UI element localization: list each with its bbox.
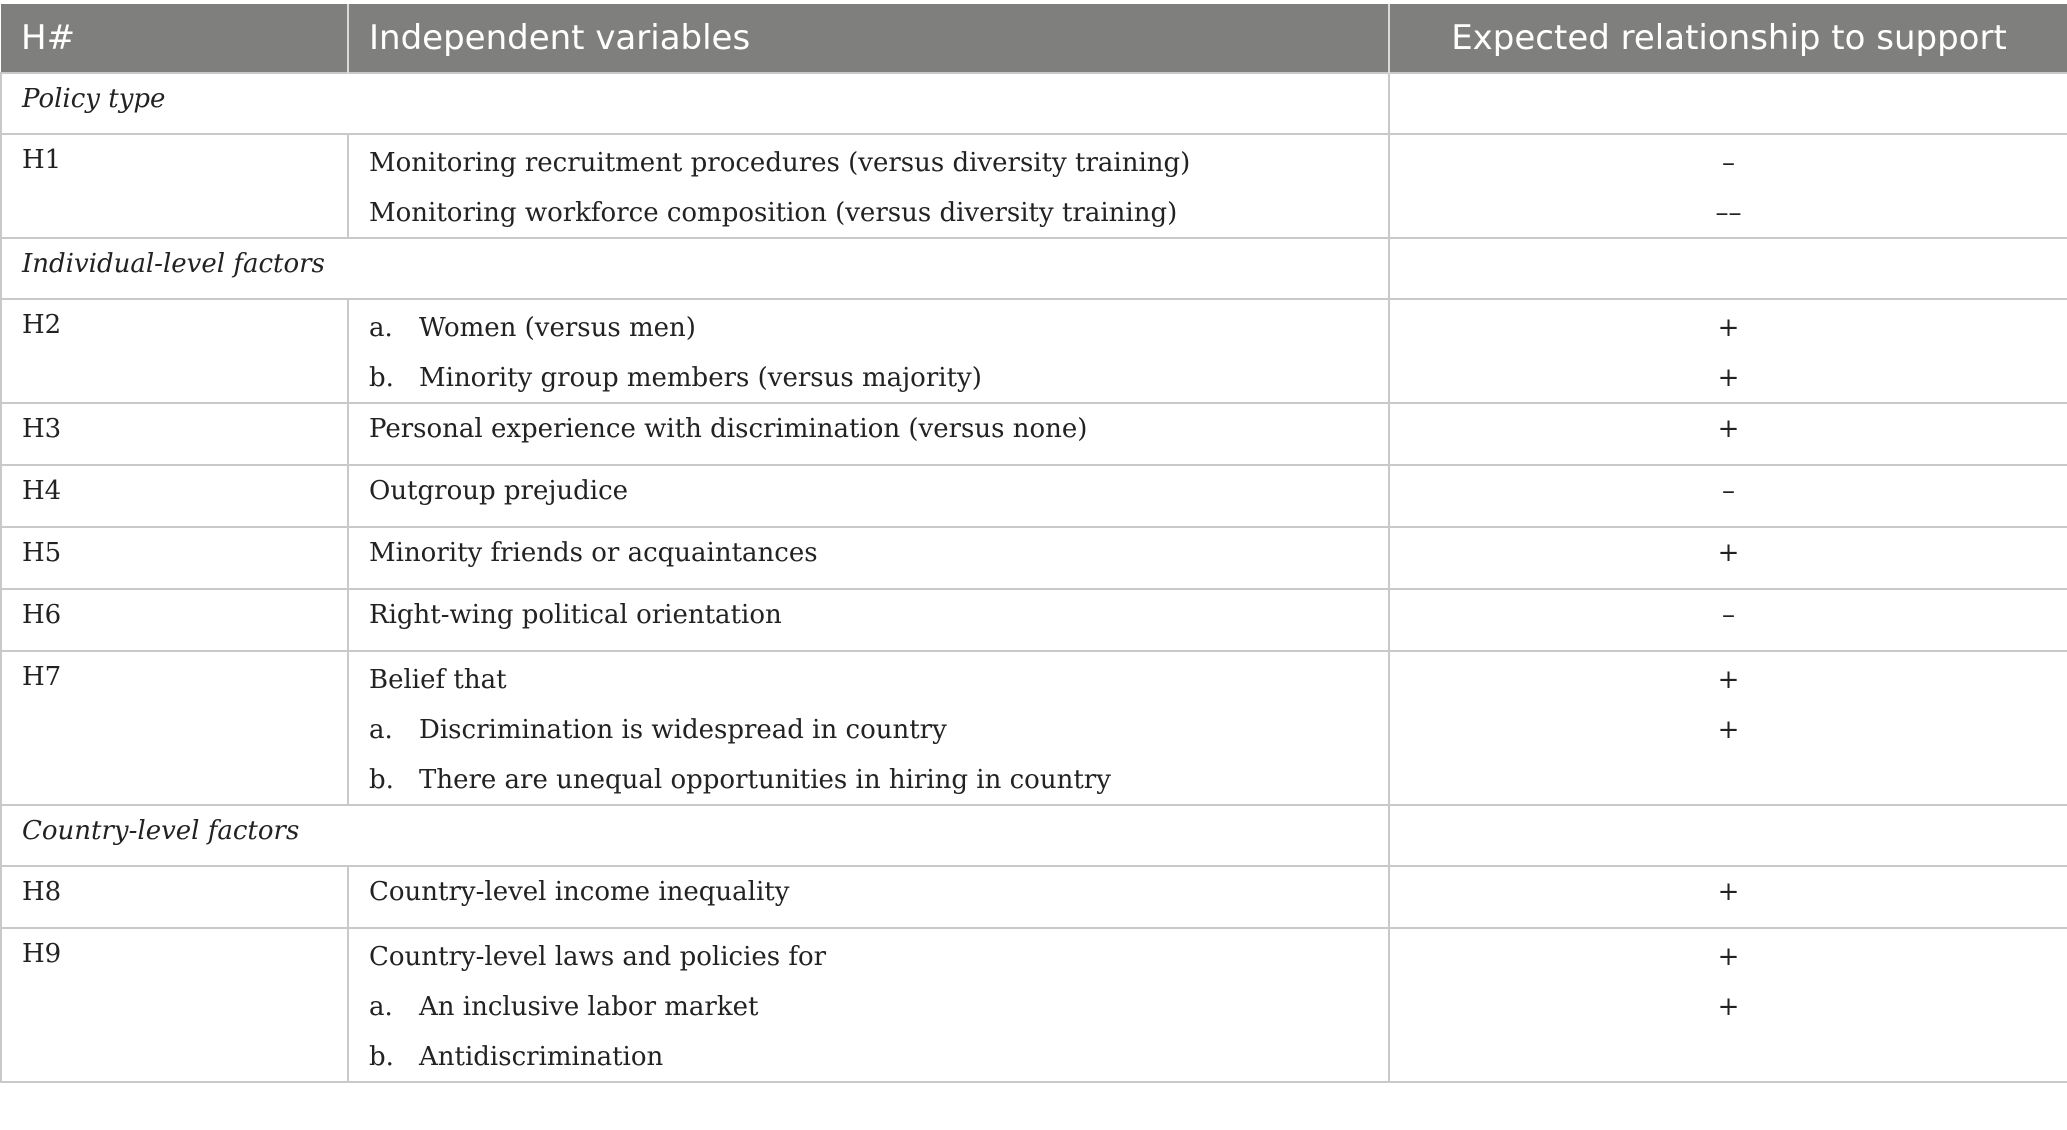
hypotheses-table-container [0,4,2067,1083]
table-row-h1 [1,134,2067,238]
variable-list-item [369,989,1368,1039]
variable-list-item [369,360,1368,402]
section-row-policy-type [1,73,2067,134]
relationship-sign: + [1389,527,2067,589]
section-title: Individual-level factors [1,238,1389,299]
table-row-h9 [1,928,2067,1082]
relationship-sign: + [1389,403,2067,465]
table-row-h6 [1,589,2067,651]
relationship-sign: + [1717,363,1740,393]
variable-text: Personal experience with discrimination (versus none) [348,403,1389,465]
item-text: Minority group members (versus majority) [419,363,982,393]
relationship-sign: + [1717,715,1740,745]
variable-text: Minority friends or acquaintances [348,527,1389,589]
section-empty-cell [1389,73,2067,134]
relationship-sign: + [1389,866,2067,928]
section-empty-cell [1389,805,2067,866]
item-label: a. [369,715,393,745]
variable-list-item [369,712,1368,762]
hypothesis-id: H9 [1,928,348,1082]
hypothesis-id: H5 [1,527,348,589]
hypotheses-table [0,4,2067,1083]
variable-list-item [369,310,1368,360]
header-independent-variables: Independent variables [348,4,1389,73]
relationship-cell [1389,134,2067,238]
item-text: An inclusive labor market [419,992,759,1022]
section-row-individual-level [1,238,2067,299]
table-row-h8 [1,866,2067,928]
item-label: b. [369,363,394,393]
relationship-sign: – [1722,148,1735,178]
relationship-sign: + [1717,313,1740,343]
hypothesis-id: H3 [1,403,348,465]
variable-cell [348,299,1389,403]
variable-cell [348,134,1389,238]
relationship-sign: + [1717,665,1740,695]
hypothesis-id: H1 [1,134,348,238]
variable-cell [348,651,1389,805]
relationship-cell [1389,299,2067,403]
hypothesis-id: H2 [1,299,348,403]
hypothesis-id: H8 [1,866,348,928]
table-row-h3 [1,403,2067,465]
variable-list-item [369,762,1368,804]
relationship-sign: + [1717,992,1740,1022]
relationship-sign: + [1717,942,1740,972]
item-label: b. [369,765,394,795]
table-row-h2 [1,299,2067,403]
variable-intro: Country-level laws and policies for [369,942,827,972]
item-text: Women (versus men) [419,313,696,343]
relationship-sign: – [1389,465,2067,527]
variable-text: Monitoring workforce composition (versus diversity training) [369,198,1178,228]
hypothesis-id: H4 [1,465,348,527]
relationship-sign: – [1389,589,2067,651]
relationship-sign: –– [1715,198,1742,228]
item-text: Antidiscrimination [419,1042,664,1072]
table-row-h7 [1,651,2067,805]
item-text: There are unequal opportunities in hiring in country [419,765,1111,795]
hypothesis-id: H7 [1,651,348,805]
section-title: Country-level factors [1,805,1389,866]
section-row-country-level [1,805,2067,866]
item-text: Discrimination is widespread in country [419,715,947,745]
table-row-h5 [1,527,2067,589]
variable-text: Right-wing political orientation [348,589,1389,651]
variable-text: Outgroup prejudice [348,465,1389,527]
section-empty-cell [1389,238,2067,299]
variable-intro: Belief that [369,665,507,695]
table-row-h4 [1,465,2067,527]
relationship-cell [1389,651,2067,805]
variable-cell [348,928,1389,1082]
header-hypothesis-number: H# [1,4,348,73]
variable-list-item [369,1039,1368,1081]
hypothesis-id: H6 [1,589,348,651]
header-expected-relationship: Expected relationship to support [1389,4,2067,73]
variable-text: Monitoring recruitment procedures (versus diversity training) [369,148,1191,178]
item-label: a. [369,992,393,1022]
item-label: a. [369,313,393,343]
item-label: b. [369,1042,394,1072]
table-header-row [1,4,2067,73]
section-title: Policy type [1,73,1389,134]
variable-text: Country-level income inequality [348,866,1389,928]
relationship-cell [1389,928,2067,1082]
